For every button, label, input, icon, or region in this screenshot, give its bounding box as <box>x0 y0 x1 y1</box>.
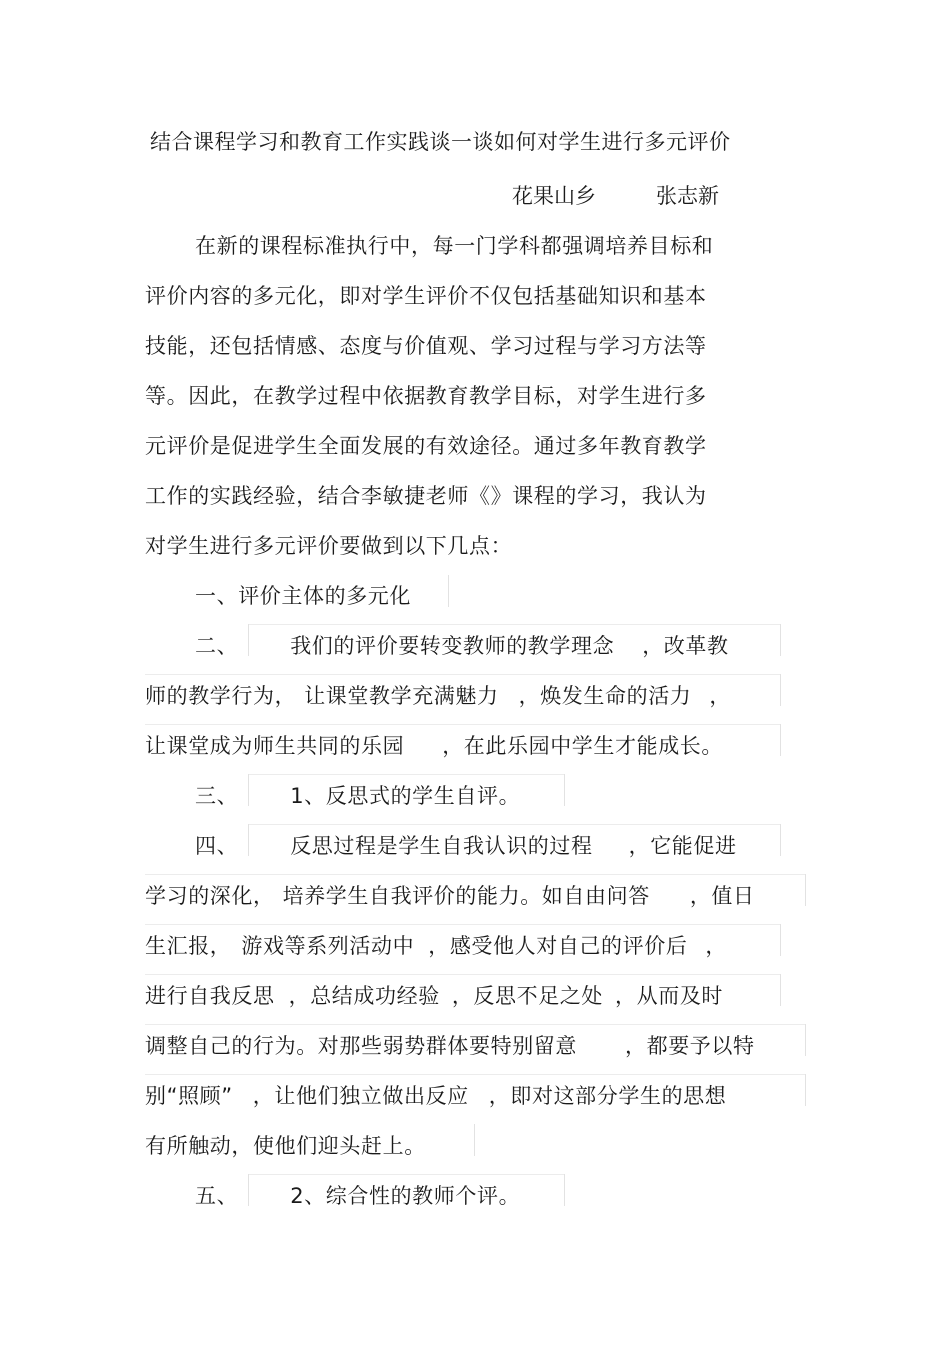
paragraph-line-4: 等。因此，在教学过程中依据教育教学目标，对学生进行多 <box>145 384 707 408</box>
text-run: 让课堂教学充满魅力 <box>304 684 499 708</box>
section-2-text: 我们的评价要转变教师的教学理念 <box>290 634 615 658</box>
cell-divider <box>145 1024 805 1025</box>
section-4-line-5 <box>145 1030 755 1060</box>
cell-divider <box>248 624 780 625</box>
author-line <box>512 180 719 210</box>
cell-divider <box>145 924 780 925</box>
section-4-number: 四、 <box>195 834 239 858</box>
cell-divider <box>564 774 565 806</box>
text-run: 师的教学行为， <box>145 684 297 708</box>
cell-divider <box>448 575 449 607</box>
cell-divider <box>780 924 781 956</box>
cell-divider <box>780 674 781 706</box>
section-2-number: 二、 <box>195 634 239 658</box>
section-3-number: 三、 <box>195 784 239 808</box>
text-run: ，焕发生命的活力 <box>518 684 692 708</box>
cell-divider <box>474 1124 475 1156</box>
text-run: ，都要予以特 <box>625 1034 755 1058</box>
cell-divider <box>780 724 781 756</box>
section-2-text-end: ，改革教 <box>642 634 729 658</box>
cell-divider <box>780 824 781 856</box>
section-5-text: 2、综合性的教师个评。 <box>290 1184 521 1208</box>
text-run: 让课堂成为师生共同的乐园 <box>145 734 405 758</box>
text-run: ，从而及时 <box>615 984 724 1008</box>
paragraph-line-7: 对学生进行多元评价要做到以下几点： <box>145 534 513 558</box>
document-title: 结合课程学习和教育工作实践谈一谈如何对学生进行多元评价 <box>150 130 731 154</box>
section-4-line-2 <box>145 880 755 910</box>
cell-divider <box>145 724 780 725</box>
text-run: 学习的深化， <box>145 884 275 908</box>
cell-divider <box>805 1074 806 1106</box>
paragraph-line-6: 工作的实践经验，结合李敏捷老师《》课程的学习，我认为 <box>145 484 707 508</box>
section-2-line-1 <box>195 630 729 660</box>
author-name: 张志新 <box>656 184 719 208</box>
text-run: 反思过程是学生自我认识的过程 <box>290 834 593 858</box>
cell-divider <box>248 1174 564 1175</box>
text-run: ，即对这部分学生的思想 <box>488 1084 727 1108</box>
cell-divider <box>248 774 564 775</box>
cell-divider <box>145 1074 805 1075</box>
cell-divider <box>780 624 781 656</box>
text-run: 游戏等系列活动中 <box>241 934 415 958</box>
cell-divider <box>145 874 805 875</box>
text-run: ，它能促进 <box>628 834 737 858</box>
paragraph-line-3: 技能，还包括情感、态度与价值观、学习过程与学习方法等 <box>145 334 707 358</box>
cell-divider <box>145 974 780 975</box>
section-3-text: 1、反思式的学生自评。 <box>290 784 521 808</box>
section-1-heading: 一、评价主体的多元化 <box>195 584 411 608</box>
text-run: ， <box>709 684 732 708</box>
section-4-line-6 <box>145 1080 726 1110</box>
cell-divider <box>780 974 781 1006</box>
section-5-number: 五、 <box>195 1184 239 1208</box>
cell-divider <box>248 824 780 825</box>
section-4-line-3 <box>145 930 727 960</box>
text-run: 培养学生自我评价的能力。如自由问答 <box>282 884 650 908</box>
text-run: ，感受他人对自己的评价后 <box>428 934 688 958</box>
cell-divider <box>564 1174 565 1206</box>
cell-divider <box>145 674 780 675</box>
text-run: ，让他们独立做出反应 <box>252 1084 469 1108</box>
section-3-line <box>195 780 520 810</box>
section-4-line-4 <box>145 980 723 1010</box>
text-run: ，值日 <box>689 884 755 908</box>
text-run: 调整自己的行为。对那些弱势群体要特别留意 <box>145 1034 577 1058</box>
paragraph-line-2: 评价内容的多元化，即对学生评价不仅包括基础知识和基本 <box>145 284 707 308</box>
text-run: ， <box>705 934 728 958</box>
author-place: 花果山乡 <box>512 184 596 208</box>
section-4-line-1 <box>195 830 737 860</box>
cell-divider <box>805 874 806 906</box>
paragraph-line-5: 元评价是促进学生全面发展的有效途径。通过多年教育教学 <box>145 434 707 458</box>
section-4-line-7: 有所触动，使他们迎头赶上。 <box>145 1134 426 1158</box>
section-2-line-3 <box>145 730 723 760</box>
text-run: ，在此乐园中学生才能成长。 <box>442 734 724 758</box>
text-run: ，反思不足之处 <box>451 984 604 1008</box>
text-run: 别“照顾” <box>145 1084 233 1108</box>
text-run: 生汇报， <box>145 934 232 958</box>
section-2-line-2 <box>145 680 731 710</box>
cell-divider <box>805 1024 806 1056</box>
paragraph-line-1: 在新的课程标准执行中，每一门学科都强调培养目标和 <box>195 234 714 258</box>
text-run: 进行自我反思 <box>145 984 275 1008</box>
text-run: ，总结成功经验 <box>288 984 440 1008</box>
section-5-line <box>195 1180 520 1210</box>
